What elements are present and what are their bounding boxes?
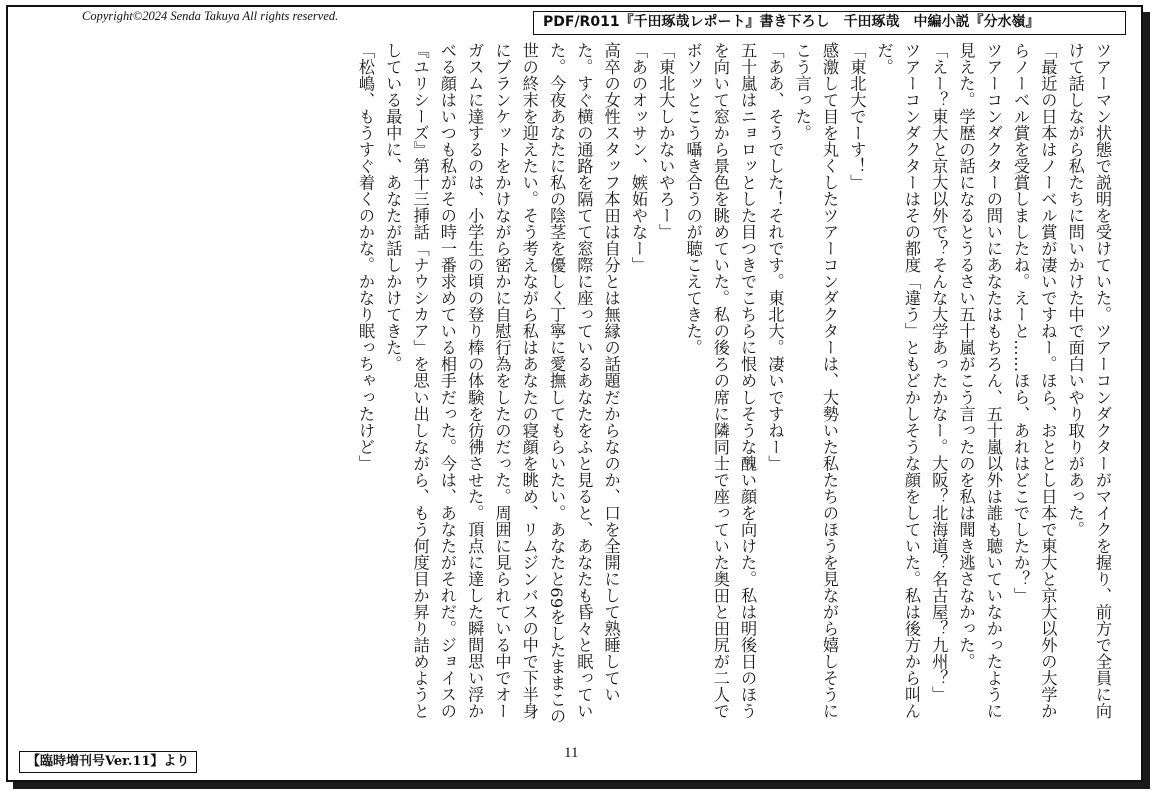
vertical-text-body — [102, 42, 1116, 732]
copyright-notice: Copyright©2024 Senda Takuya All rights reserved. — [82, 9, 339, 23]
paragraph: 感激して目を丸くしたツアーコンダクターは、大勢いた私たちのほうを見ながら嬉しそうにこう言った。 — [792, 42, 840, 720]
page-number: 11 — [564, 745, 579, 761]
paragraph: ツアーコンダクターの問いにあなたはもちろん、五十嵐以外は誰も聴いていなかったように見えた。学歴の話になるとうるさい五十嵐がこう言ったのを私は聞き逃さなかった。 — [956, 42, 1003, 720]
paragraph: 「あのオッサン、嫉妬やなー」 — [628, 42, 648, 274]
paragraph: 高卒の女性スタッフ本田は自分とは無縁の話題だからなのか、口を全開にして熟睡していた。すぐ横の通路を隔てて窓際に座っているあなたをふと見ると、あなたも昏々と眠っていた。今夜あなたに私の陰茎を優しく丁寧に愛撫してもらいたい。あなたと69をしたままこの世の終末を迎えたい。そう考えながら私はあなたの寝顔を眺め、リムジンバスの中で下半身にブランケットをかけながら密かに自慰行為をしたのだった。周囲に見られている中でオーガスムに達するのは、小学生の頃の登り棒の体験を彷彿させた。頂点に達した瞬間思い浮かべる顔はいつも私がその時一番求めている相手だった。今は、あなたがそれだ。ジョイスの『ユリシーズ』第十三挿話「ナウシカア」を思い出しながら、もう何度目か昇り詰めようとしている最中に、あなたが話しかけてきた。 — [383, 42, 621, 725]
footer-source-label: 【臨時増刊号Ver.11】より — [19, 751, 197, 773]
paragraph: ツアーコンダクターはその都度「違う」ともどかしそうな顔をしていた。私は後方から叫んだ。 — [874, 42, 921, 720]
paragraph: 「東北大でーす！」 — [847, 42, 867, 191]
paragraph: ツアーマン状態で説明を受けていた。ツアーコンダクターがマイクを握り、前方で全員に向けて話しながら私たちに問いかけた中で面白いやり取りがあった。 — [1065, 42, 1112, 720]
header-title: PDF/R011『千田琢哉レポート』書き下ろし 千田琢哉 中編小説『分水嶺』 — [543, 14, 1040, 30]
paragraph: 「最近の日本はノーベル賞が凄いですねー。ほら、おととし日本で東大と京大以外の大学からノーベル賞を受賞しましたね。えーと……ほら、あれはどこでしたか？」 — [1011, 42, 1058, 720]
header-title-box — [533, 11, 1126, 35]
paragraph: 「ああ、そうでした！それです。東北大。凄いですねー」 — [765, 42, 785, 472]
paragraph: 五十嵐はニョロッとした目つきでこちらに恨めしそうな醜い顔を向けた。私は明後日のほうを向いて窓から景色を眺めていた。私の後ろの席に隣同士で座っていた奥田と田尻が二人でボソッとこう囁き合うのが聴こえてきた。 — [683, 42, 758, 720]
paragraph: 「えー？東大と京大以外で？そんな大学あったかなー。大阪？北海道？名古屋？九州？」 — [929, 42, 949, 703]
paragraph: 「松嶋、もうすぐ着くのかな。かなり眠っちゃったけど」 — [355, 42, 375, 472]
paragraph: 「東北大しかないやろー」 — [656, 42, 676, 241]
